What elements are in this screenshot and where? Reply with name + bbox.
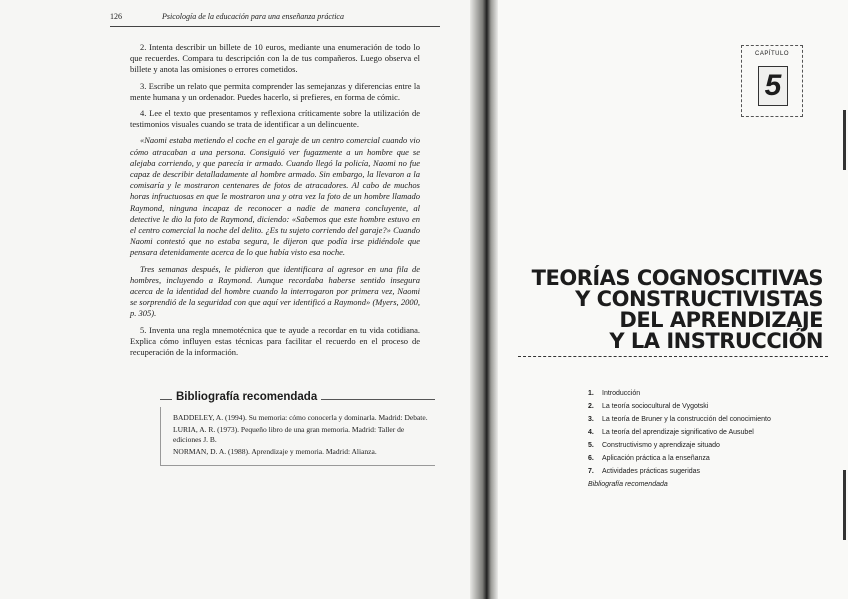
quote-paragraph: «Naomi estaba metiendo el coche en el garaje de un centro comercial cuando vio cómo atracaban a una persona. Consiguió ver fugazmente a un hombre que se alejaba corriendo, y que parecía ir armado. Cuando llegó la policía, Naomi no fue capaz de describir detalladamente al hombre armado. Sin embargo, la llevaron a la comisaría y le mostraron centenares de fotos de atracadores. Al cabo de muchos horas infructuosas en que le mostraron una y otra vez la foto de un hombre llamado Raymond, ninguna incapaz de reconocer a nadie de manera concluyente, al detective le dio la foto de Raymond, diciendo: «Sabemos que este hombre estuvo en el centro comercial la noche del delito. ¿Es tu sujeto corriendo del garaje?» Cuando Naomi contestó que no estaba segura, le dijeron que podía irse pidiéndole que pensara detenidamente acerca de lo que había visto esa noche.: [130, 135, 420, 258]
contents-item: [588, 390, 828, 397]
bibliography-entry: BADDELEY, A. (1994). Su memoria: cómo conocerla y dominarla. Madrid: Debate.: [173, 413, 428, 422]
contents-text: Actividades prácticas sugeridas: [602, 468, 701, 475]
running-title: Psicología de la educación para una enseñanza práctica: [162, 12, 344, 21]
contents-bibliography: Bibliografía recomendada: [588, 481, 668, 488]
contents-item: [588, 455, 828, 462]
contents-number: 3.: [588, 416, 594, 423]
contents-item: [588, 468, 828, 475]
contents-number: 1.: [588, 390, 594, 397]
paragraph: 4. Lee el texto que presentamos y reflexiona críticamente sobre la utilización de testimonios visuales cuando se trata de identificar a un delincuente.: [130, 108, 420, 130]
contents-text: La teoría de Bruner y la construcción del conocimiento: [602, 416, 771, 423]
edge-mark: [843, 110, 846, 170]
contents-item: [588, 429, 828, 436]
contents-number: 4.: [588, 429, 594, 436]
bibliography-list: [160, 407, 435, 466]
contents-item: [588, 442, 828, 449]
body-text: [130, 42, 420, 363]
chapter-badge: [741, 45, 803, 117]
contents-text: La teoría sociocultural de Vygotski: [602, 403, 709, 410]
book-gutter: [470, 0, 498, 599]
bibliography-section: [160, 385, 435, 466]
bibliography-entry: NORMAN, D. A. (1988). Aprendizaje y memoria. Madrid: Alianza.: [173, 447, 377, 456]
contents-item: [588, 416, 828, 423]
chapter-label: CAPÍTULO: [754, 51, 789, 57]
contents-number: 6.: [588, 455, 594, 462]
paragraph: 5. Inventa una regla mnemotécnica que te ayude a recordar en tu vida cotidiana. Explica cómo influyen estas técnicas para facilitar el recuerdo en el proceso de recuperación de la información.: [130, 324, 420, 358]
chapter-title: [518, 268, 823, 352]
contents-number: 7.: [588, 468, 594, 475]
chapter-title-line: TEORÍAS COGNOSCITIVAS: [531, 266, 823, 290]
bibliography-entry: LURIA, A. R. (1973). Pequeño libro de una gran memoria. Madrid: Taller de ediciones J. B.: [173, 425, 405, 444]
header-rule: [110, 26, 440, 27]
title-rule: [518, 356, 828, 357]
chapter-title-line: Y CONSTRUCTIVISTAS: [575, 287, 823, 311]
chapter-number: 5: [758, 66, 788, 106]
chapter-title-line: Y LA INSTRUCCIÓN: [609, 329, 823, 353]
contents-number: 5.: [588, 442, 594, 449]
quote-paragraph: Tres semanas después, le pidieron que identificara al agresor en una fila de hombres, incluyendo a Raymond. Aunque recordaba haberse sentido insegura acerca de la identidad del hombre cuando la interrogaron por primera vez, Naomi se sorprendió de la seguridad con que aquí ver identificó a Raymond» (Myers, 2000, p. 305).: [130, 263, 420, 319]
contents-text: Introducción: [602, 390, 641, 397]
contents-item: [588, 403, 828, 410]
running-header: [110, 12, 440, 21]
contents-text: Constructivismo y aprendizaje situado: [602, 442, 720, 449]
paragraph: 2. Intenta describir un billete de 10 euros, mediante una enumeración de todo lo que recuerdes. Compara tu descripción con la de tus compañeros. Luego observa el billete y anota las omisiones o errores cometidos.: [130, 42, 420, 75]
edge-mark: [843, 470, 846, 540]
contents-number: 2.: [588, 403, 594, 410]
chapter-contents: [588, 390, 828, 488]
contents-text: La teoría del aprendizaje significativo de Ausubel: [602, 429, 754, 436]
bibliography-heading: Bibliografía recomendada: [172, 391, 321, 403]
page-number: 126: [110, 12, 122, 21]
paragraph: 3. Escribe un relato que permita comprender las semejanzas y diferencias entre la mente humana y un ordenador. Puedes hacerlo, si prefieres, en forma de cómic.: [130, 80, 420, 102]
chapter-title-line: DEL APRENDIZAJE: [619, 308, 823, 332]
contents-text: Aplicación práctica a la enseñanza: [602, 455, 710, 462]
right-page: [498, 0, 848, 599]
